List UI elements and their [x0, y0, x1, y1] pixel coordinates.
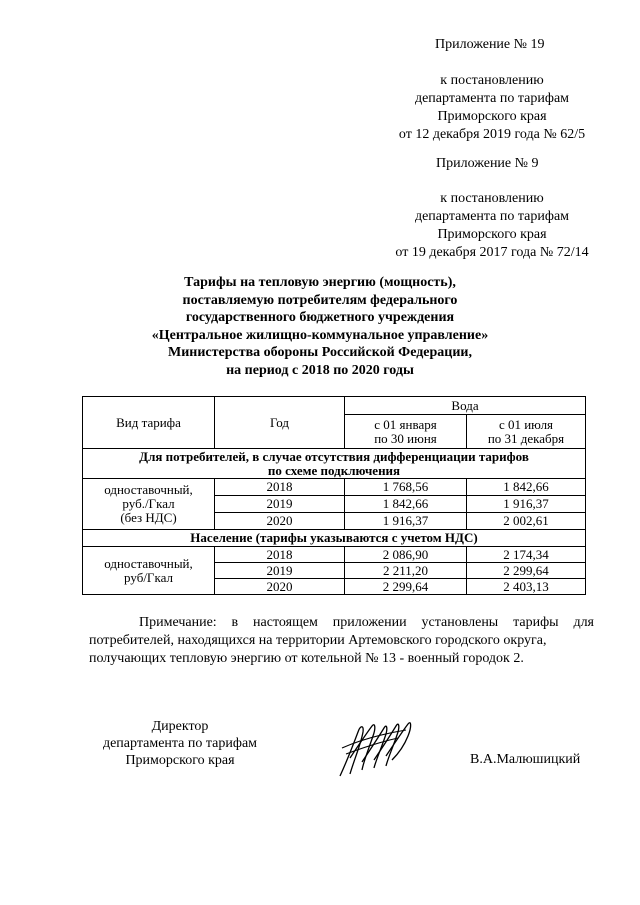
- position-line: Приморского края: [125, 753, 235, 768]
- title-line: на период с 2018 по 2020 годы: [226, 362, 414, 378]
- jan-value-cell: 2 211,20: [345, 563, 467, 579]
- note-line: потребителей, находящихся на территории Артемовского городского округа,: [89, 633, 547, 648]
- jul-value-cell: 2 174,34: [467, 547, 586, 563]
- position-line: департамента по тарифам: [102, 736, 258, 751]
- tariff-label-line: одноставочный,: [104, 555, 193, 571]
- jul-value-cell: 2 002,61: [467, 513, 586, 530]
- title-line: поставляемую потребителям федерального: [182, 292, 458, 308]
- col-header-jan: [345, 415, 467, 449]
- jan-value-cell: 1 768,56: [345, 479, 467, 496]
- tariff-label-line: (без НДС): [120, 510, 177, 525]
- resolution-line: к постановлению: [440, 191, 544, 206]
- appendix-9-label: Приложение № 9: [436, 156, 539, 171]
- title-line: «Центральное жилищно-коммунальное управление»: [151, 327, 489, 343]
- col-header-jul: [467, 415, 586, 449]
- tariff-label-line: руб./Гкал: [122, 496, 175, 511]
- col-header-jan-line: по 30 июня: [374, 430, 437, 446]
- jan-value-cell: 1 842,66: [345, 496, 467, 513]
- position-line: Директор: [151, 719, 209, 734]
- table-row: [83, 479, 586, 496]
- appendix-19-label: Приложение № 19: [435, 37, 545, 52]
- jul-value-cell: 2 403,13: [467, 579, 586, 595]
- note-line: Примечание: в настоящем приложении установлены тарифы для: [139, 615, 594, 630]
- jan-value-cell: 2 299,64: [345, 579, 467, 595]
- resolution-block-2: [362, 190, 622, 262]
- section-2-heading: Население (тарифы указываются с учетом НДС): [83, 530, 586, 547]
- resolution-line: от 19 декабря 2017 года № 72/14: [395, 245, 589, 260]
- jan-value-cell: 2 086,90: [345, 547, 467, 563]
- resolution-line: Приморского края: [437, 109, 547, 124]
- jul-value-cell: 1 916,37: [467, 496, 586, 513]
- resolution-line: департамента по тарифам: [414, 91, 570, 106]
- title-line: Тарифы на тепловую энергию (мощность),: [184, 275, 456, 290]
- resolution-line: департамента по тарифам: [414, 209, 570, 224]
- col-header-water: Вода: [345, 397, 586, 415]
- col-header-jul-line: по 31 декабря: [487, 430, 565, 446]
- year-cell: 2018: [215, 479, 345, 496]
- note-paragraph: [89, 614, 594, 668]
- jul-value-cell: 1 842,66: [467, 479, 586, 496]
- section-row: [83, 449, 586, 479]
- resolution-line: Приморского края: [437, 227, 547, 242]
- jul-value-cell: 2 299,64: [467, 563, 586, 579]
- resolution-line: от 12 декабря 2019 года № 62/5: [398, 127, 586, 142]
- resolution-block-1: [362, 72, 622, 144]
- jan-value-cell: 1 916,37: [345, 513, 467, 530]
- section-1-heading: [83, 449, 586, 479]
- year-cell: 2019: [215, 563, 345, 579]
- year-cell: 2018: [215, 547, 345, 563]
- table-header-row: [83, 397, 586, 415]
- note-line: получающих тепловую энергию от котельной № 13 - военный городок 2.: [89, 651, 524, 666]
- resolution-line: к постановлению: [440, 73, 544, 88]
- section-2-tariff-label: [83, 547, 215, 595]
- col-header-jan-line: с 01 января: [374, 416, 437, 432]
- tariff-table: [82, 396, 586, 595]
- tariff-label-line: руб/Гкал: [124, 569, 173, 585]
- signatory-position: [80, 718, 280, 769]
- title-line: государственного бюджетного учреждения: [185, 310, 455, 325]
- year-cell: 2020: [215, 513, 345, 530]
- title-line: Министерства обороны Российской Федерации,: [167, 345, 472, 360]
- section-1-tariff-label: [83, 479, 215, 530]
- table-row: [83, 547, 586, 563]
- handwritten-signature-icon: [336, 718, 416, 780]
- section-heading-line: Для потребителей, в случае отсутствия дифференциации тарифов: [139, 448, 529, 464]
- section-heading-line: по схеме подключения: [267, 462, 401, 478]
- tariff-label-line: одноставочный,: [104, 482, 193, 497]
- year-cell: 2019: [215, 496, 345, 513]
- year-cell: 2020: [215, 579, 345, 595]
- document-title: [120, 274, 520, 379]
- section-row: [83, 530, 586, 547]
- col-header-year: Год: [215, 397, 345, 449]
- signatory-name: В.А.Малюшицкий: [470, 752, 581, 767]
- col-header-jul-line: с 01 июля: [498, 416, 554, 432]
- col-header-tariff: Вид тарифа: [83, 397, 215, 449]
